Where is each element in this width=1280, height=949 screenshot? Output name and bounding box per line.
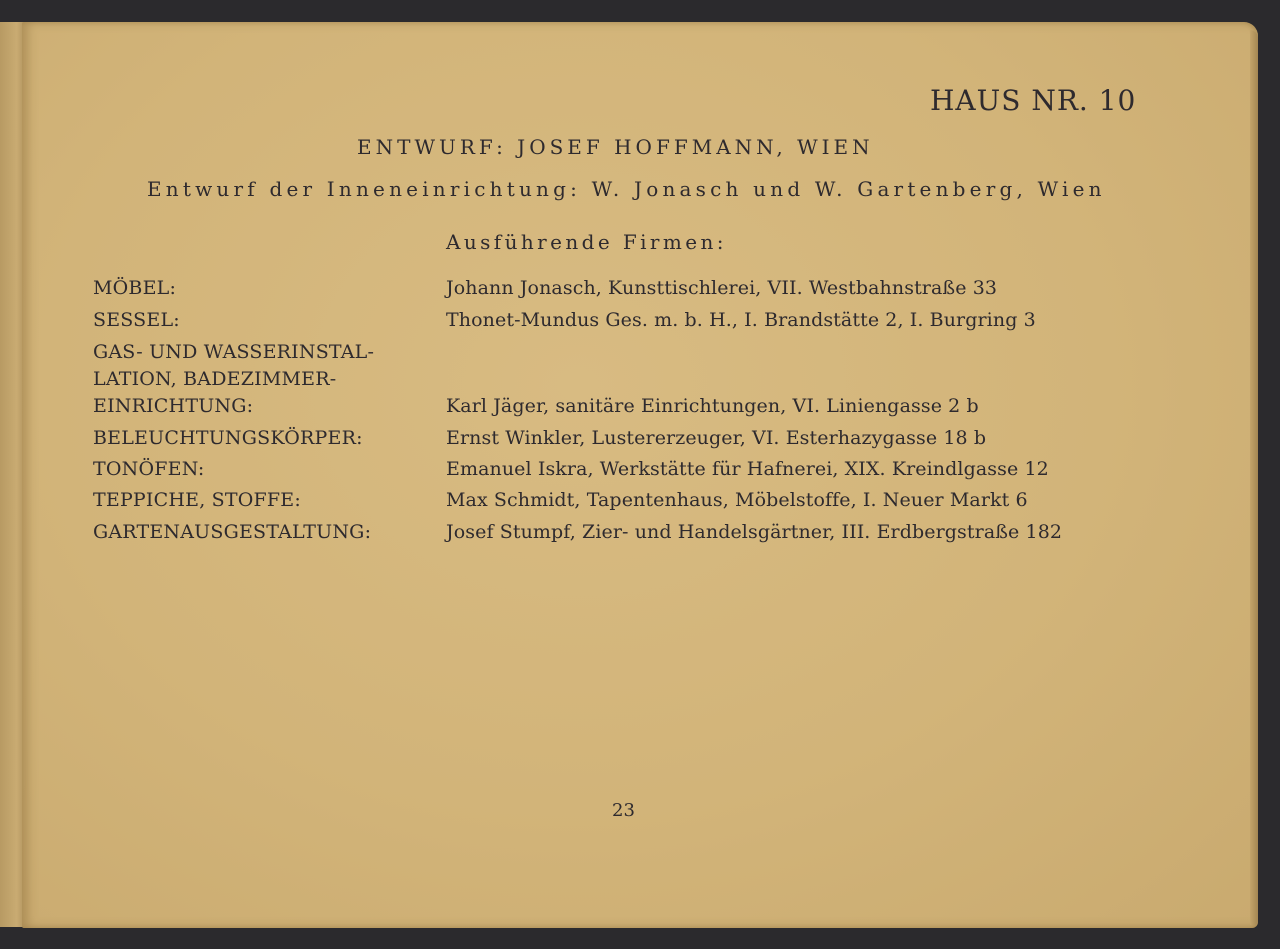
firm-entry: Johann Jonasch, Kunsttischlerei, VII. Westbahnstraße 33 — [446, 277, 998, 299]
category-label-line: EINRICHTUNG: — [93, 395, 254, 417]
category-label: SESSEL: — [93, 309, 180, 331]
firm-entry: Ernst Winkler, Lustererzeuger, VI. Esterhazygasse 18 b — [446, 427, 987, 449]
category-label: GARTENAUSGESTALTUNG: — [93, 521, 372, 543]
firm-entry: Josef Stumpf, Zier- und Handelsgärtner, III. Erdbergstraße 182 — [446, 521, 1063, 543]
category-label: MÖBEL: — [93, 277, 177, 299]
category-label-line: LATION, BADEZIMMER- — [93, 368, 337, 390]
interior-design-line: Entwurf der Inneneinrichtung: W. Jonasch und W. Gartenberg, Wien — [147, 177, 1106, 201]
firm-entry: Karl Jäger, sanitäre Einrichtungen, VI. Liniengasse 2 b — [446, 395, 979, 417]
firms-heading: Ausführende Firmen: — [446, 230, 727, 254]
firm-entry: Emanuel Iskra, Werkstätte für Hafnerei, XIX. Kreindlgasse 12 — [446, 458, 1049, 480]
category-label-line: GAS- UND WASSERINSTAL- — [93, 341, 375, 363]
firm-entry: Max Schmidt, Tapentenhaus, Möbelstoffe, I. Neuer Markt 6 — [446, 489, 1028, 511]
category-label: TONÖFEN: — [93, 458, 205, 480]
page-edge-shadow — [1250, 30, 1258, 925]
category-label: BELEUCHTUNGSKÖRPER: — [93, 427, 363, 449]
firm-entry: Thonet-Mundus Ges. m. b. H., I. Brandstätte 2, I. Burgring 3 — [446, 309, 1036, 331]
architect-line: ENTWURF: JOSEF HOFFMANN, WIEN — [357, 135, 874, 159]
page-number: 23 — [612, 800, 635, 821]
category-label: TEPPICHE, STOFFE: — [93, 489, 301, 511]
house-title: HAUS NR. 10 — [930, 84, 1137, 117]
